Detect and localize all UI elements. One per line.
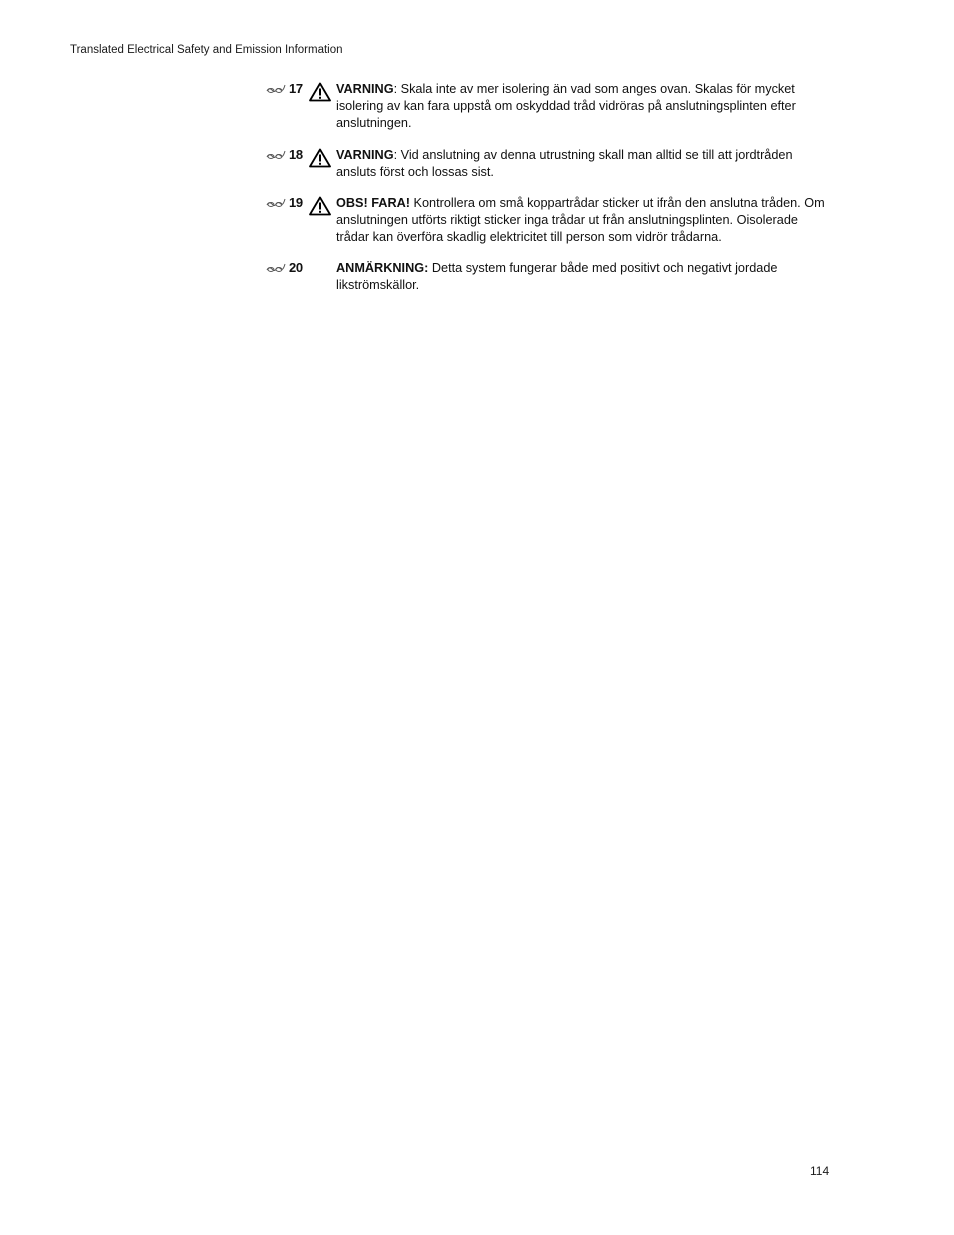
item-text: [336, 260, 826, 294]
item-text: [336, 195, 826, 246]
item-number: 17: [289, 81, 303, 96]
page-header: Translated Electrical Safety and Emission Information: [70, 44, 343, 56]
item-label: ANMÄRKNING:: [336, 261, 429, 275]
item-number: 19: [289, 195, 303, 210]
item-body: Kontrollera om små koppartrådar sticker ut ifrån den anslutna tråden. Om anslutningen utförts riktigt sticker inga trådar ut från anslutningsplinten. Oisolerade trådar kan överföra skadlig elektricitet till person som vidrör trådarna.: [336, 196, 825, 244]
item-body: Detta system fungerar både med positivt och negativt jordade likströmskällor.: [336, 261, 778, 292]
item-text: [336, 147, 826, 181]
item-number: 20: [289, 260, 303, 275]
item-label: VARNING: [336, 148, 394, 162]
eyeglasses-icon: [266, 196, 286, 208]
item-body: : Vid anslutning av denna utrustning skall man alltid se till att jordtråden ansluts först och lossas sist.: [336, 148, 793, 179]
eyeglasses-icon: [266, 82, 286, 94]
warning-triangle-icon: [309, 148, 331, 168]
item-label: OBS! FARA!: [336, 196, 411, 210]
warning-triangle-icon: [309, 196, 331, 216]
item-label: VARNING: [336, 82, 394, 96]
warning-triangle-icon: [309, 82, 331, 102]
page-number: 114: [810, 1164, 830, 1178]
item-body: : Skala inte av mer isolering än vad som anges ovan. Skalas för mycket isolering av kan fara uppstå om oskyddad tråd vidröras på anslutningsplinten efter anslutningen.: [336, 82, 796, 130]
item-number: 18: [289, 147, 303, 162]
eyeglasses-icon: [266, 261, 286, 273]
item-text: [336, 81, 826, 132]
eyeglasses-icon: [266, 148, 286, 160]
